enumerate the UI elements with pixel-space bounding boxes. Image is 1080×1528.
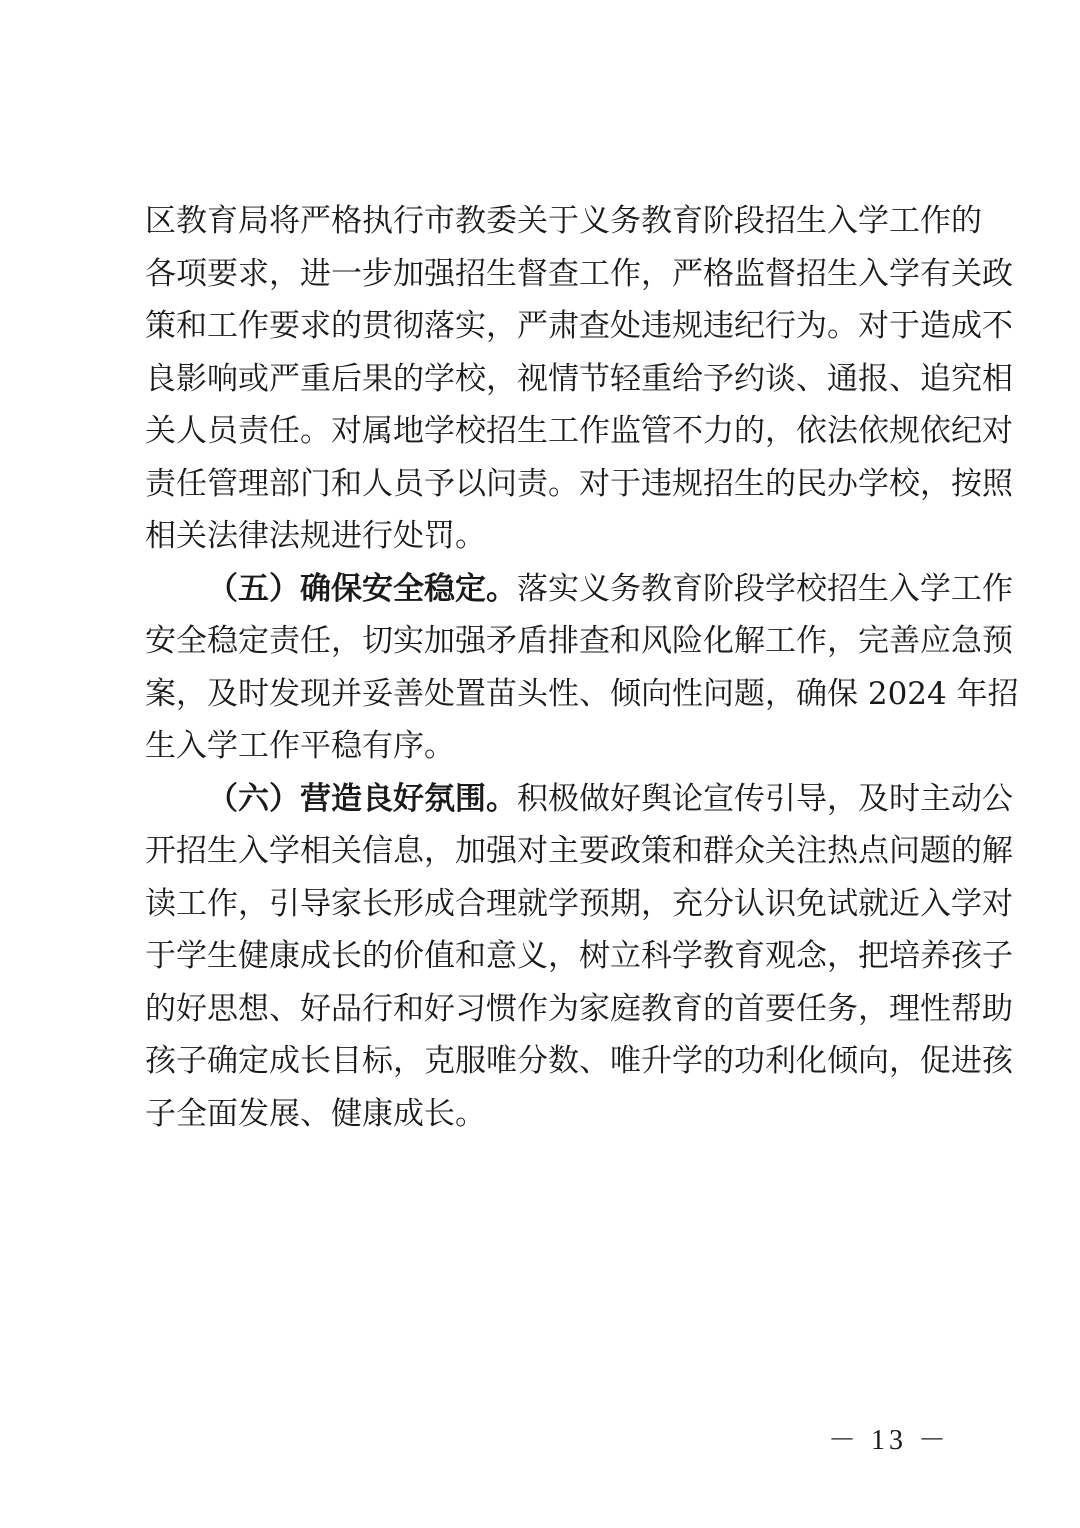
text-line: 各项要求，进一步加强招生督查工作，严格监督招生入学有关政 xyxy=(145,255,1013,292)
text-line: 于学生健康成长的价值和意义，树立科学教育观念，把培养孩子 xyxy=(145,938,1013,974)
text-line: 读工作，引导家长形成合理就学预期，充分认识免试就近入学对 xyxy=(145,885,1013,922)
text-line: 的好思想、好品行和好习惯作为家庭教育的首要任务，理性帮助 xyxy=(145,990,1013,1027)
text-line: 相关法律法规进行处罚。 xyxy=(145,518,486,554)
text-line: 区教育局将严格执行市教委关于义务教育阶段招生入学工作的 xyxy=(145,203,982,239)
page-number: － 13 － xyxy=(827,1425,950,1456)
paragraph-safety-stability xyxy=(145,563,1019,773)
text-line: 孩子确定成长目标，克服唯分数、唯升学的功利化倾向，促进孩 xyxy=(145,1043,1013,1079)
text-line: 生入学工作平稳有序。 xyxy=(145,728,455,764)
paragraph-atmosphere xyxy=(145,773,1013,1141)
paragraph-supervision xyxy=(145,195,1013,563)
text-line xyxy=(145,563,1013,616)
text-line: 策和工作要求的贯彻落实，严肃查处违规违纪行为。对于造成不 xyxy=(145,308,1013,344)
text-line: 开招生入学相关信息，加强对主要政策和群众关注热点问题的解 xyxy=(145,833,1013,869)
text-line: 责任管理部门和人员予以问责。对于违规招生的民办学校，按照 xyxy=(145,465,1013,502)
text-line: 良影响或严重后果的学校，视情节轻重给予约谈、通报、追究相 xyxy=(145,360,1013,397)
text-span: 积极做好舆论宣传引导，及时主动公 xyxy=(517,780,1013,817)
text-line: 案，及时发现并妥善处置苗头性、倾向性问题，确保 2024 年招 xyxy=(145,675,1019,712)
text-line: 子全面发展、健康成长。 xyxy=(145,1095,486,1132)
text-line: 安全稳定责任，切实加强矛盾排查和风险化解工作，完善应急预 xyxy=(145,623,1013,659)
text-line xyxy=(145,773,1013,826)
section-heading: （六）营造良好氛围。 xyxy=(207,780,517,817)
text-line: 关人员责任。对属地学校招生工作监管不力的，依法依规依纪对 xyxy=(145,413,1013,449)
document-body xyxy=(145,195,1019,1140)
text-span: 落实义务教育阶段学校招生入学工作 xyxy=(517,570,1013,607)
section-heading: （五）确保安全稳定。 xyxy=(207,570,517,607)
